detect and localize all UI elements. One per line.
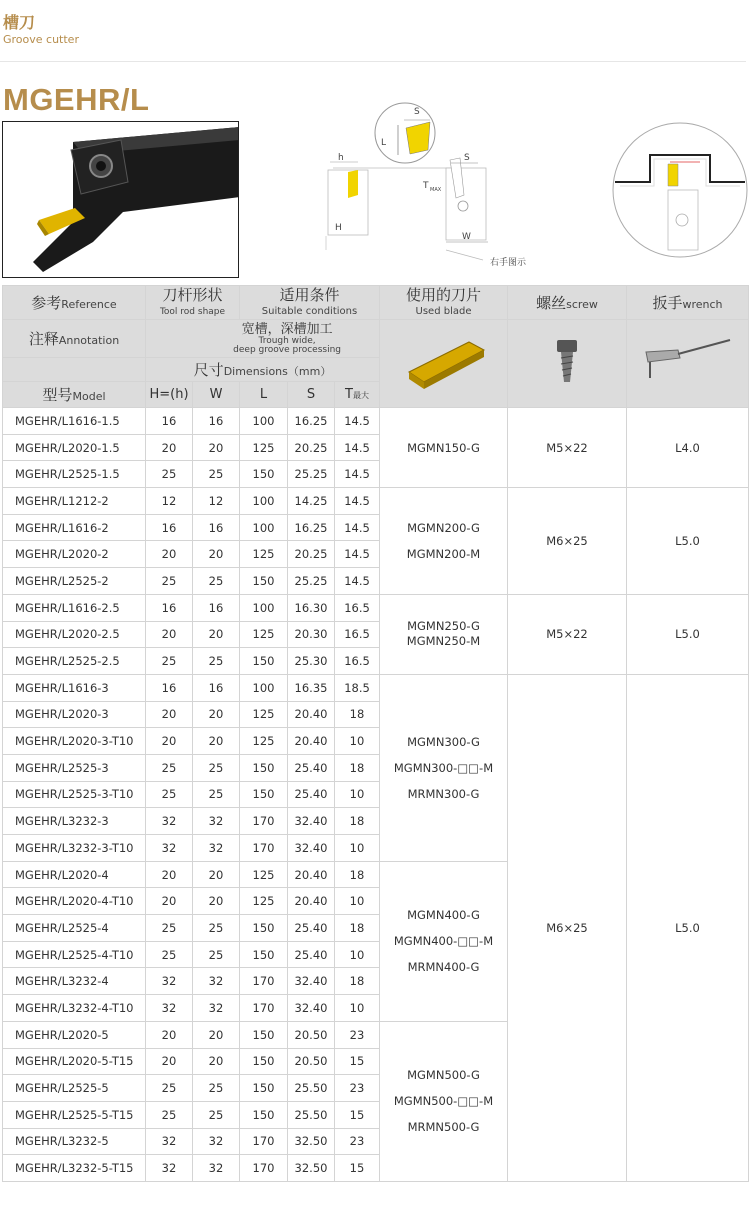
- cell-h: 20: [146, 434, 193, 461]
- cell-s: 32.40: [288, 995, 335, 1022]
- blade-group-cell: [380, 408, 508, 488]
- cell-s: 25.30: [288, 648, 335, 675]
- cell-l: 170: [240, 1155, 288, 1182]
- header-row-annotation: [3, 320, 749, 358]
- diagram-label-t: T: [423, 181, 429, 191]
- cell-h: 25: [146, 754, 193, 781]
- cell-l: 100: [240, 514, 288, 541]
- cell-l: 125: [240, 701, 288, 728]
- cell-w: 20: [193, 1021, 240, 1048]
- cell-w: 25: [193, 568, 240, 595]
- cell-l: 170: [240, 835, 288, 862]
- spec-table-body: [3, 408, 749, 1182]
- cell-model: MGEHR/L3232-3: [3, 808, 146, 835]
- header-title-cn: 槽刀: [3, 13, 36, 32]
- cell-w: 16: [193, 594, 240, 621]
- diagram-label-h: h: [338, 153, 344, 163]
- cell-model: MGEHR/L2020-4-T10: [3, 888, 146, 915]
- cell-s: 32.40: [288, 808, 335, 835]
- cell-w: 20: [193, 888, 240, 915]
- cell-model: MGEHR/L1616-2: [3, 514, 146, 541]
- cell-l: 150: [240, 1021, 288, 1048]
- diagram-caption: 右手图示: [490, 258, 527, 268]
- blade-group-cell: [380, 594, 508, 674]
- cell-w: 20: [193, 728, 240, 755]
- empty-header-cell: [3, 358, 146, 382]
- blade-name: MGMN500-G: [407, 1068, 480, 1083]
- header-title-en: Groove cutter: [3, 33, 79, 46]
- blade-name: MGMN300-G: [407, 734, 480, 749]
- tool-holder-image: [3, 122, 239, 278]
- cell-s: 20.25: [288, 541, 335, 568]
- cell-l: 170: [240, 968, 288, 995]
- cell-t: 14.5: [335, 541, 380, 568]
- cell-w: 20: [193, 701, 240, 728]
- cell-l: 125: [240, 434, 288, 461]
- cell-l: 170: [240, 995, 288, 1022]
- cell-l: 150: [240, 1101, 288, 1128]
- page-header: [0, 0, 750, 62]
- cell-t: 16.5: [335, 594, 380, 621]
- blade-name: MGMN400-G: [407, 908, 480, 923]
- cell-model: MGEHR/L1616-3: [3, 674, 146, 701]
- cell-s: 32.50: [288, 1128, 335, 1155]
- blade-name: MGMN150-G: [407, 440, 480, 455]
- cell-t: 18: [335, 754, 380, 781]
- cell-s: 20.50: [288, 1048, 335, 1075]
- cell-w: 20: [193, 434, 240, 461]
- header-row-reference: [3, 286, 749, 320]
- wrench-icon: [638, 332, 738, 392]
- table-row: [3, 674, 749, 701]
- cell-h: 16: [146, 674, 193, 701]
- cell-t: 14.5: [335, 434, 380, 461]
- cell-model: MGEHR/L1616-2.5: [3, 594, 146, 621]
- spec-table: [2, 285, 749, 1182]
- cell-h: 25: [146, 915, 193, 942]
- col-model: 型号Model: [3, 382, 146, 408]
- cell-w: 32: [193, 835, 240, 862]
- cell-l: 100: [240, 488, 288, 515]
- col-s: S: [288, 382, 335, 408]
- cell-t: 10: [335, 941, 380, 968]
- cell-w: 32: [193, 808, 240, 835]
- screw-cell: M6×25: [508, 674, 627, 1181]
- cell-s: 32.40: [288, 968, 335, 995]
- col-dimensions: 尺寸Dimensions（mm）: [146, 358, 380, 382]
- blade-name: MRMN500-G: [407, 1120, 480, 1135]
- cell-s: 25.40: [288, 915, 335, 942]
- cell-h: 32: [146, 1155, 193, 1182]
- blade-group-cell: [380, 1021, 508, 1181]
- cell-model: MGEHR/L2525-5: [3, 1075, 146, 1102]
- cell-h: 25: [146, 781, 193, 808]
- cell-t: 18.5: [335, 674, 380, 701]
- cell-model: MGEHR/L2020-5-T15: [3, 1048, 146, 1075]
- col-wrench: 扳手wrench: [627, 286, 749, 320]
- cell-l: 150: [240, 915, 288, 942]
- model-title: MGEHR/L: [3, 82, 150, 117]
- col-t: T最大: [335, 382, 380, 408]
- cell-model: MGEHR/L2020-3: [3, 701, 146, 728]
- cell-model: MGEHR/L2525-3-T10: [3, 781, 146, 808]
- cell-w: 25: [193, 754, 240, 781]
- blade-name: MGMN400-□□-M: [393, 934, 494, 949]
- cell-s: 20.40: [288, 861, 335, 888]
- cell-h: 20: [146, 888, 193, 915]
- cell-model: MGEHR/L2525-2: [3, 568, 146, 595]
- blade-icon: [399, 332, 489, 392]
- cell-w: 25: [193, 648, 240, 675]
- cell-t: 14.5: [335, 568, 380, 595]
- cell-h: 20: [146, 861, 193, 888]
- cell-model: MGEHR/L2525-5-T15: [3, 1101, 146, 1128]
- cell-h: 32: [146, 1128, 193, 1155]
- blade-group-cell: [380, 674, 508, 861]
- cell-t: 23: [335, 1128, 380, 1155]
- cell-model: MGEHR/L2020-2: [3, 541, 146, 568]
- cell-t: 18: [335, 968, 380, 995]
- cell-model: MGEHR/L2525-2.5: [3, 648, 146, 675]
- cell-t: 10: [335, 728, 380, 755]
- cell-l: 125: [240, 728, 288, 755]
- cell-model: MGEHR/L1212-2: [3, 488, 146, 515]
- screw-cell: M6×25: [508, 488, 627, 595]
- cell-h: 25: [146, 1101, 193, 1128]
- cell-w: 25: [193, 461, 240, 488]
- cell-h: 32: [146, 968, 193, 995]
- table-row: [3, 594, 749, 621]
- cell-w: 20: [193, 861, 240, 888]
- cell-model: MGEHR/L3232-4: [3, 968, 146, 995]
- cell-s: 20.25: [288, 434, 335, 461]
- cell-l: 170: [240, 808, 288, 835]
- cell-t: 14.5: [335, 514, 380, 541]
- header-divider: [0, 61, 746, 62]
- groove-diagram: [610, 120, 750, 260]
- cell-w: 20: [193, 541, 240, 568]
- cell-h: 16: [146, 594, 193, 621]
- col-l: L: [240, 382, 288, 408]
- cell-h: 32: [146, 808, 193, 835]
- wrench-cell: L5.0: [627, 488, 749, 595]
- cell-model: MGEHR/L2020-1.5: [3, 434, 146, 461]
- cell-h: 20: [146, 541, 193, 568]
- cell-l: 150: [240, 1048, 288, 1075]
- cell-s: 25.40: [288, 941, 335, 968]
- cell-t: 15: [335, 1048, 380, 1075]
- cell-t: 23: [335, 1075, 380, 1102]
- cell-l: 125: [240, 621, 288, 648]
- cell-h: 32: [146, 835, 193, 862]
- cell-l: 125: [240, 861, 288, 888]
- cell-l: 150: [240, 568, 288, 595]
- cell-t: 10: [335, 888, 380, 915]
- cell-h: 20: [146, 1048, 193, 1075]
- cell-l: 100: [240, 408, 288, 435]
- cell-s: 14.25: [288, 488, 335, 515]
- cell-h: 32: [146, 995, 193, 1022]
- condition-description: 宽槽，深槽加工 Trough wide, deep groove processing: [146, 320, 380, 358]
- cell-s: 25.40: [288, 754, 335, 781]
- blade-name: MGMN250-G: [407, 619, 480, 634]
- cell-l: 150: [240, 1075, 288, 1102]
- cell-model: MGEHR/L3232-5-T15: [3, 1155, 146, 1182]
- cell-h: 25: [146, 1075, 193, 1102]
- cell-t: 18: [335, 915, 380, 942]
- cell-s: 20.40: [288, 888, 335, 915]
- col-annotation: 注释Annotation: [3, 320, 146, 358]
- screw-cell: M5×22: [508, 408, 627, 488]
- cell-l: 150: [240, 941, 288, 968]
- cell-t: 10: [335, 995, 380, 1022]
- cell-t: 18: [335, 701, 380, 728]
- diagram-label-H: H: [335, 223, 342, 233]
- cell-s: 25.40: [288, 781, 335, 808]
- cell-w: 32: [193, 1155, 240, 1182]
- cell-model: MGEHR/L2020-4: [3, 861, 146, 888]
- cell-model: MGEHR/L2525-4: [3, 915, 146, 942]
- cell-w: 16: [193, 514, 240, 541]
- cell-s: 20.50: [288, 1021, 335, 1048]
- cell-h: 20: [146, 728, 193, 755]
- diagram-label-s2: S: [464, 153, 470, 163]
- blade-name: MGMN500-□□-M: [393, 1094, 494, 1109]
- cell-s: 32.50: [288, 1155, 335, 1182]
- cell-l: 150: [240, 648, 288, 675]
- cell-model: MGEHR/L2525-1.5: [3, 461, 146, 488]
- cell-w: 25: [193, 1075, 240, 1102]
- col-used-blade: 使用的刀片 Used blade: [380, 286, 508, 320]
- cell-w: 20: [193, 621, 240, 648]
- cell-h: 25: [146, 461, 193, 488]
- cell-s: 25.25: [288, 461, 335, 488]
- cell-w: 20: [193, 1048, 240, 1075]
- cell-h: 25: [146, 941, 193, 968]
- cell-model: MGEHR/L1616-1.5: [3, 408, 146, 435]
- cell-model: MGEHR/L3232-5: [3, 1128, 146, 1155]
- cell-l: 170: [240, 1128, 288, 1155]
- cell-s: 16.30: [288, 594, 335, 621]
- cell-t: 18: [335, 861, 380, 888]
- table-row: [3, 408, 749, 435]
- blade-name: MGMN300-□□-M: [393, 760, 494, 775]
- cell-h: 20: [146, 701, 193, 728]
- cell-t: 18: [335, 808, 380, 835]
- cell-t: 14.5: [335, 408, 380, 435]
- col-h: H=(h): [146, 382, 193, 408]
- blade-group-cell: [380, 488, 508, 595]
- cell-h: 25: [146, 568, 193, 595]
- diagram-label-l: L: [381, 138, 387, 148]
- cell-l: 125: [240, 888, 288, 915]
- col-screw: 螺丝screw: [508, 286, 627, 320]
- cell-model: MGEHR/L2020-2.5: [3, 621, 146, 648]
- cell-w: 25: [193, 781, 240, 808]
- cell-h: 16: [146, 514, 193, 541]
- cell-model: MGEHR/L2020-5: [3, 1021, 146, 1048]
- cell-s: 16.25: [288, 408, 335, 435]
- cell-h: 25: [146, 648, 193, 675]
- diagram-label-s: S: [414, 107, 420, 117]
- cell-w: 32: [193, 1128, 240, 1155]
- col-w: W: [193, 382, 240, 408]
- cell-model: MGEHR/L2525-4-T10: [3, 941, 146, 968]
- wrench-image-cell: [627, 320, 749, 408]
- wrench-cell: L5.0: [627, 594, 749, 674]
- col-tool-rod-shape: 刀杆形状 Tool rod shape: [146, 286, 240, 320]
- cell-l: 150: [240, 781, 288, 808]
- cell-t: 16.5: [335, 621, 380, 648]
- cell-l: 100: [240, 594, 288, 621]
- blade-name: MRMN300-G: [407, 786, 480, 801]
- cell-t: 14.5: [335, 461, 380, 488]
- blade-name: MGMN200-M: [406, 546, 481, 561]
- screw-cell: M5×22: [508, 594, 627, 674]
- blade-name: MRMN400-G: [407, 960, 480, 975]
- cell-h: 16: [146, 408, 193, 435]
- diagram-label-tmax: MAX: [430, 187, 442, 193]
- cell-h: 20: [146, 1021, 193, 1048]
- wrench-cell: L5.0: [627, 674, 749, 1181]
- cell-w: 25: [193, 941, 240, 968]
- cell-l: 150: [240, 754, 288, 781]
- cell-t: 16.5: [335, 648, 380, 675]
- screw-image-cell: [508, 320, 627, 408]
- blade-name: MGMN250-M: [406, 634, 481, 649]
- blade-name: MGMN200-G: [407, 520, 480, 535]
- cell-w: 12: [193, 488, 240, 515]
- cell-s: 32.40: [288, 835, 335, 862]
- cell-s: 20.30: [288, 621, 335, 648]
- product-photo: [2, 121, 239, 278]
- dimension-diagram: [318, 100, 538, 270]
- col-reference: 参考Reference: [3, 286, 146, 320]
- cell-s: 20.40: [288, 728, 335, 755]
- cell-h: 12: [146, 488, 193, 515]
- blade-group-cell: [380, 861, 508, 1021]
- cell-model: MGEHR/L2020-3-T10: [3, 728, 146, 755]
- cell-w: 16: [193, 408, 240, 435]
- cell-model: MGEHR/L3232-4-T10: [3, 995, 146, 1022]
- cell-w: 32: [193, 968, 240, 995]
- cell-model: MGEHR/L2525-3: [3, 754, 146, 781]
- col-suitable-conditions: 适用条件 Suitable conditions: [240, 286, 380, 320]
- cell-s: 25.50: [288, 1075, 335, 1102]
- cell-s: 25.50: [288, 1101, 335, 1128]
- cell-t: 10: [335, 835, 380, 862]
- cell-l: 125: [240, 541, 288, 568]
- cell-l: 150: [240, 461, 288, 488]
- cell-w: 32: [193, 995, 240, 1022]
- cell-t: 23: [335, 1021, 380, 1048]
- cell-t: 14.5: [335, 488, 380, 515]
- cell-t: 10: [335, 781, 380, 808]
- cell-t: 15: [335, 1101, 380, 1128]
- cell-h: 20: [146, 621, 193, 648]
- cell-s: 20.40: [288, 701, 335, 728]
- cell-s: 16.35: [288, 674, 335, 701]
- wrench-cell: L4.0: [627, 408, 749, 488]
- cell-w: 25: [193, 915, 240, 942]
- cell-w: 16: [193, 674, 240, 701]
- diagram-label-w: W: [462, 232, 471, 242]
- cell-s: 25.25: [288, 568, 335, 595]
- blade-image-cell: [380, 320, 508, 408]
- table-row: [3, 488, 749, 515]
- screw-icon: [537, 332, 597, 392]
- cell-w: 25: [193, 1101, 240, 1128]
- cell-t: 15: [335, 1155, 380, 1182]
- cell-s: 16.25: [288, 514, 335, 541]
- cell-model: MGEHR/L3232-3-T10: [3, 835, 146, 862]
- cell-l: 100: [240, 674, 288, 701]
